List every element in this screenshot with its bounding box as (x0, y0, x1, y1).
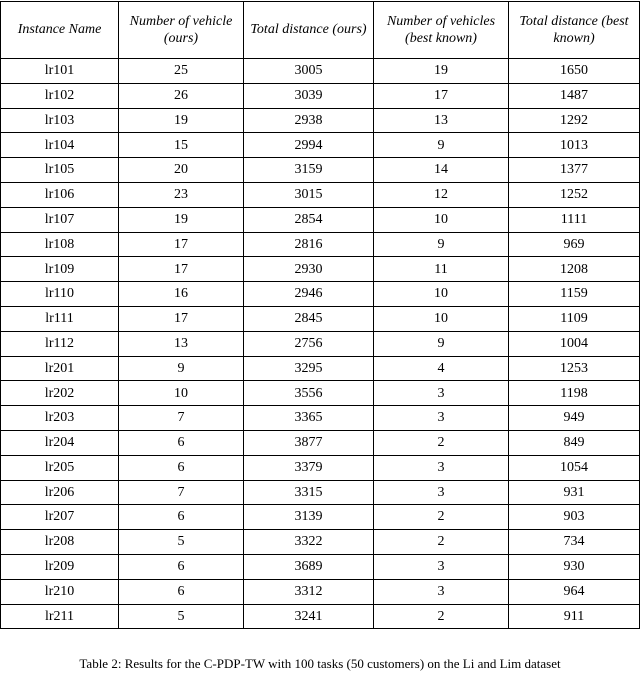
value-cell: 1198 (509, 381, 640, 406)
table-row (1, 108, 640, 133)
value-cell: 16 (119, 282, 244, 307)
table-row (1, 356, 640, 381)
value-cell: 11 (374, 257, 509, 282)
value-cell: 15 (119, 133, 244, 158)
table-row (1, 455, 640, 480)
value-cell: 1208 (509, 257, 640, 282)
value-cell: 3015 (244, 182, 374, 207)
value-cell: 9 (374, 133, 509, 158)
value-cell: 5 (119, 604, 244, 629)
value-cell: 17 (374, 83, 509, 108)
value-cell: 1013 (509, 133, 640, 158)
value-cell: 1004 (509, 331, 640, 356)
value-cell: 20 (119, 158, 244, 183)
value-cell: 949 (509, 406, 640, 431)
value-cell: 2 (374, 505, 509, 530)
instance-name-cell: lr105 (1, 158, 119, 183)
instance-name-cell: lr211 (1, 604, 119, 629)
column-header: Total distance (ours) (244, 2, 374, 59)
column-header: Number of vehicle (ours) (119, 2, 244, 59)
value-cell: 6 (119, 430, 244, 455)
value-cell: 1292 (509, 108, 640, 133)
instance-name-cell: lr207 (1, 505, 119, 530)
instance-name-cell: lr104 (1, 133, 119, 158)
value-cell: 911 (509, 604, 640, 629)
value-cell: 7 (119, 480, 244, 505)
value-cell: 1159 (509, 282, 640, 307)
instance-name-cell: lr101 (1, 59, 119, 84)
value-cell: 9 (374, 331, 509, 356)
value-cell: 2938 (244, 108, 374, 133)
value-cell: 1054 (509, 455, 640, 480)
value-cell: 964 (509, 579, 640, 604)
table-row (1, 430, 640, 455)
value-cell: 10 (374, 207, 509, 232)
value-cell: 3 (374, 554, 509, 579)
column-header: Total distance (best known) (509, 2, 640, 59)
table-row (1, 83, 640, 108)
instance-name-cell: lr208 (1, 530, 119, 555)
instance-name-cell: lr107 (1, 207, 119, 232)
instance-name-cell: lr102 (1, 83, 119, 108)
value-cell: 13 (374, 108, 509, 133)
value-cell: 10 (374, 282, 509, 307)
value-cell: 1111 (509, 207, 640, 232)
table-row (1, 282, 640, 307)
value-cell: 734 (509, 530, 640, 555)
value-cell: 3689 (244, 554, 374, 579)
value-cell: 3039 (244, 83, 374, 108)
value-cell: 9 (119, 356, 244, 381)
value-cell: 4 (374, 356, 509, 381)
value-cell: 3 (374, 455, 509, 480)
table-row (1, 480, 640, 505)
value-cell: 2816 (244, 232, 374, 257)
value-cell: 3322 (244, 530, 374, 555)
value-cell: 1109 (509, 306, 640, 331)
value-cell: 3315 (244, 480, 374, 505)
results-table (0, 1, 640, 629)
instance-name-cell: lr202 (1, 381, 119, 406)
instance-name-cell: lr204 (1, 430, 119, 455)
value-cell: 9 (374, 232, 509, 257)
value-cell: 2930 (244, 257, 374, 282)
instance-name-cell: lr108 (1, 232, 119, 257)
instance-name-cell: lr209 (1, 554, 119, 579)
value-cell: 1487 (509, 83, 640, 108)
value-cell: 3312 (244, 579, 374, 604)
value-cell: 3241 (244, 604, 374, 629)
value-cell: 6 (119, 579, 244, 604)
instance-name-cell: lr109 (1, 257, 119, 282)
value-cell: 23 (119, 182, 244, 207)
instance-name-cell: lr106 (1, 182, 119, 207)
value-cell: 903 (509, 505, 640, 530)
table-caption: Table 2: Results for the C-PDP-TW with 100 tasks (50 customers) on the Li and Lim dataset (79, 656, 561, 671)
value-cell: 13 (119, 331, 244, 356)
value-cell: 10 (374, 306, 509, 331)
value-cell: 3379 (244, 455, 374, 480)
value-cell: 3 (374, 579, 509, 604)
table-row (1, 579, 640, 604)
value-cell: 3877 (244, 430, 374, 455)
instance-name-cell: lr201 (1, 356, 119, 381)
value-cell: 2854 (244, 207, 374, 232)
table-row (1, 257, 640, 282)
table-row (1, 505, 640, 530)
value-cell: 2845 (244, 306, 374, 331)
value-cell: 3139 (244, 505, 374, 530)
value-cell: 6 (119, 455, 244, 480)
value-cell: 3 (374, 381, 509, 406)
table-row (1, 133, 640, 158)
value-cell: 1253 (509, 356, 640, 381)
table-row (1, 331, 640, 356)
value-cell: 1650 (509, 59, 640, 84)
value-cell: 2 (374, 530, 509, 555)
table-header-row (1, 2, 640, 59)
value-cell: 2994 (244, 133, 374, 158)
table-row (1, 207, 640, 232)
instance-name-cell: lr103 (1, 108, 119, 133)
value-cell: 3365 (244, 406, 374, 431)
instance-name-cell: lr210 (1, 579, 119, 604)
value-cell: 6 (119, 505, 244, 530)
table-body (1, 59, 640, 629)
value-cell: 19 (374, 59, 509, 84)
table-row (1, 381, 640, 406)
header-row (1, 2, 640, 59)
column-header: Instance Name (1, 2, 119, 59)
value-cell: 25 (119, 59, 244, 84)
table-row (1, 530, 640, 555)
value-cell: 2946 (244, 282, 374, 307)
table-row (1, 554, 640, 579)
value-cell: 7 (119, 406, 244, 431)
value-cell: 849 (509, 430, 640, 455)
value-cell: 17 (119, 306, 244, 331)
value-cell: 3 (374, 406, 509, 431)
value-cell: 10 (119, 381, 244, 406)
instance-name-cell: lr110 (1, 282, 119, 307)
value-cell: 5 (119, 530, 244, 555)
instance-name-cell: lr203 (1, 406, 119, 431)
value-cell: 3159 (244, 158, 374, 183)
value-cell: 969 (509, 232, 640, 257)
value-cell: 19 (119, 207, 244, 232)
value-cell: 19 (119, 108, 244, 133)
value-cell: 2756 (244, 331, 374, 356)
column-header: Number of vehicles (best known) (374, 2, 509, 59)
table-row (1, 182, 640, 207)
instance-name-cell: lr112 (1, 331, 119, 356)
value-cell: 17 (119, 232, 244, 257)
value-cell: 3005 (244, 59, 374, 84)
table-row (1, 604, 640, 629)
value-cell: 3556 (244, 381, 374, 406)
table-row (1, 158, 640, 183)
value-cell: 931 (509, 480, 640, 505)
table-row (1, 306, 640, 331)
value-cell: 2 (374, 604, 509, 629)
instance-name-cell: lr111 (1, 306, 119, 331)
table-row (1, 232, 640, 257)
paper-page (0, 1, 640, 691)
value-cell: 1377 (509, 158, 640, 183)
value-cell: 26 (119, 83, 244, 108)
value-cell: 17 (119, 257, 244, 282)
value-cell: 930 (509, 554, 640, 579)
instance-name-cell: lr205 (1, 455, 119, 480)
table-row (1, 406, 640, 431)
table-row (1, 59, 640, 84)
value-cell: 2 (374, 430, 509, 455)
value-cell: 1252 (509, 182, 640, 207)
value-cell: 14 (374, 158, 509, 183)
value-cell: 6 (119, 554, 244, 579)
value-cell: 3 (374, 480, 509, 505)
value-cell: 12 (374, 182, 509, 207)
value-cell: 3295 (244, 356, 374, 381)
instance-name-cell: lr206 (1, 480, 119, 505)
